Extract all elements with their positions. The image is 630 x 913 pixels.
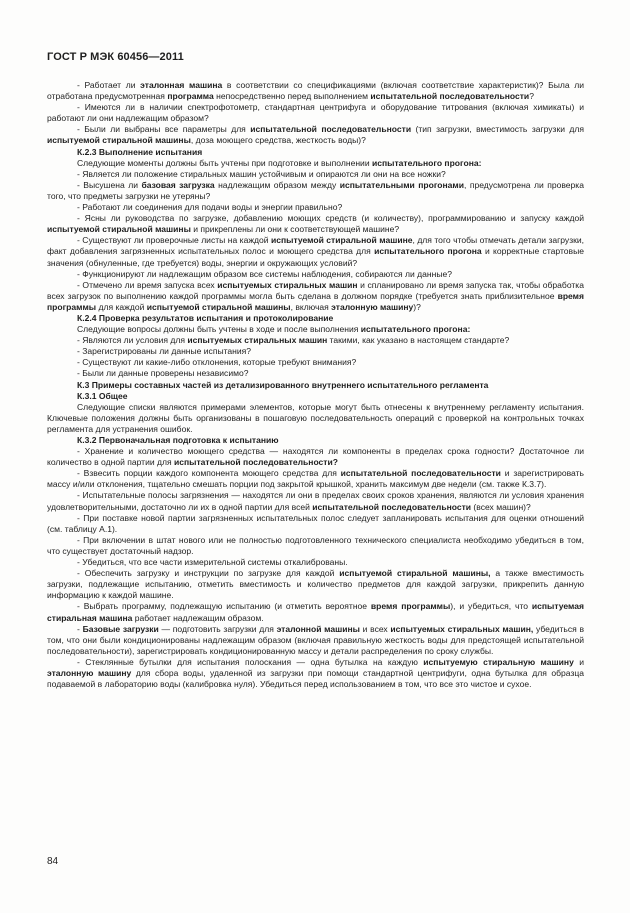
paragraph: - Базовые загрузки — подготовить загрузки для эталонной машины и всех испытуемых стиральных машин, убедиться в том, что они были кондиционированы надлежащим образом (включая правильную жесткость воды для предстоящей испытательной последовательности), зарегистрировать кондиционированную массу и детали распределения по сроку службы. [47,623,584,656]
paragraph: - Является ли положение стиральных машин устойчивым и опираются ли они на все ножки? [77,168,446,179]
paragraph: - Зарегистрированы ли данные испытания? [77,346,252,357]
paragraph: Следующие моменты должны быть учтены при подготовке и выполнении испытательного прогона: [77,157,482,168]
paragraph: - Работают ли соединения для подачи воды и энергии правильно? [77,202,343,213]
paragraph: - Существуют ли проверочные листы на каждой испытуемой стиральной машине, для того чтобы отмечать детали загрузки, факт добавления загрязненных испытательных полос и моющего средства для испытательного прогона и корректные стартовые значения (обнуленные, где требуется) воды, энергии и окружающих условий? [47,235,584,268]
paragraph: - Работает ли эталонная машина в соответствии со спецификациями (включая соответствие характеристик)? Была ли отработана предусмотренная программа непосредственно перед выполнением испытательной последовательности? [47,80,584,102]
paragraph: - При включении в штат нового или не полностью подготовленного технического специалиста необходимо убедиться в том, что существует достаточный надзор. [47,534,584,556]
paragraph: Следующие вопросы должны быть учтены в ходе и после выполнения испытательного прогона: [77,324,471,335]
paragraph: - Функционируют ли надлежащим образом все системы наблюдения, собираются ли данные? [77,268,452,279]
paragraph: - Были ли выбраны все параметры для испытательной последовательности (тип загрузки, вместимость загрузки для испытуемой стиральной машины, доза моющего средства, жесткость воды)? [47,124,585,146]
paragraph: - Являются ли условия для испытуемых стиральных машин такими, как указано в настоящем стандарте? [77,335,510,346]
paragraph: - Существуют ли какие-либо отклонения, которые требуют внимания? [77,357,357,368]
paragraph: - При поставке новой партии загрязненных испытательных полос следует запланировать испытания для оценки отношений (см. таблицу А.1). [47,512,584,534]
paragraph: - Хранение и количество моющего средства — находятся ли компоненты в пределах срока годности? Достаточное ли количество в одной партии для испытательной последовательности? [47,446,584,468]
paragraph: - Высушена ли базовая загрузка надлежащим образом между испытательными прогонами, предусмотрена ли проверка того, что предметы загрузки не утеряны? [47,179,584,201]
section-heading: К.2.4 Проверка результатов испытания и протоколирование [77,312,334,323]
paragraph: - Испытательные полосы загрязнения — находятся ли они в пределах своих сроков хранения, являются ли условия хранения удовлетворительными, достаточно ли их в одной партии для всей испытательной последовательности (всех машин)? [47,490,584,512]
section-heading: К.3.1 Общее [77,390,128,401]
paragraph: - Взвесить порции каждого компонента моющего средства для испытательной последовательности и зарегистрировать массу и/или отклонения, тщательно смешать порции под закрытой крышкой, хранить максимум две недели (см. также К.3.7). [47,468,584,490]
paragraph: - Ясны ли руководства по загрузке, добавлению моющих средств (и количеству), программированию и запуску каждой испытуемой стиральной машины и прикреплены ли они к соответствующей машине? [47,213,584,235]
document-header: ГОСТ Р МЭК 60456—2011 [47,51,184,63]
document-body [47,80,584,690]
section-heading: К.3 Примеры составных частей из детализированного внутреннего испытательного регламента [77,379,489,390]
paragraph: - Стеклянные бутылки для испытания полоскания — одна бутылка на каждую испытуемую стиральную машину и эталонную машину для сбора воды, удаленной из загрузки при помощи стандартной центрифуги, одна бутылка для образца подаваемой в лабораторию воды (калибровка нуля). Убедиться перед использованием в том, что все это чистое и сухое. [47,656,585,690]
paragraph: - Имеются ли в наличии спектрофотометр, стандартная центрифуга и оборудование титрования (включая химикаты) и работают ли они надлежащим образом? [47,102,584,124]
section-heading: К.3.2 Первоначальная подготовка к испытанию [77,435,279,445]
page-number: 84 [47,856,59,867]
paragraph: - Выбрать программу, подлежащую испытанию (и отметить вероятное время программы), и убедиться, что испытуемая стиральная машина работает надлежащим образом. [47,601,584,623]
paragraph: Следующие списки являются примерами элементов, которые могут быть отнесены к внутреннему регламенту испытания. Ключевые положения должны быть организованы в пошаговую последовательность операций с проверкой на контрольных точках регламента для устранения ошибок. [47,401,584,434]
paragraph: - Обеспечить загрузку и инструкции по загрузке для каждой испытуемой стиральной машины, а также вместимость загрузки, подлежащие испытанию, отметить вместимость и количество предметов для каждой загрузки, прикрепить данную информацию к каждой машине. [47,568,585,601]
paragraph: - Убедиться, что все части измерительной системы откалиброваны. [77,557,348,568]
section-heading: К.2.3 Выполнение испытания [77,146,203,157]
paragraph: - Отмечено ли время запуска всех испытуемых стиральных машин и спланировано ли время запуска так, чтобы обработка всех загрузок по выполнению каждой программы могла быть сделана в должном порядке (требуется знать приблизительное время программы для каждой испытуемой стиральной машины, включая эталонную машину)? [47,279,584,312]
paragraph: - Были ли данные проверены независимо? [77,368,249,379]
